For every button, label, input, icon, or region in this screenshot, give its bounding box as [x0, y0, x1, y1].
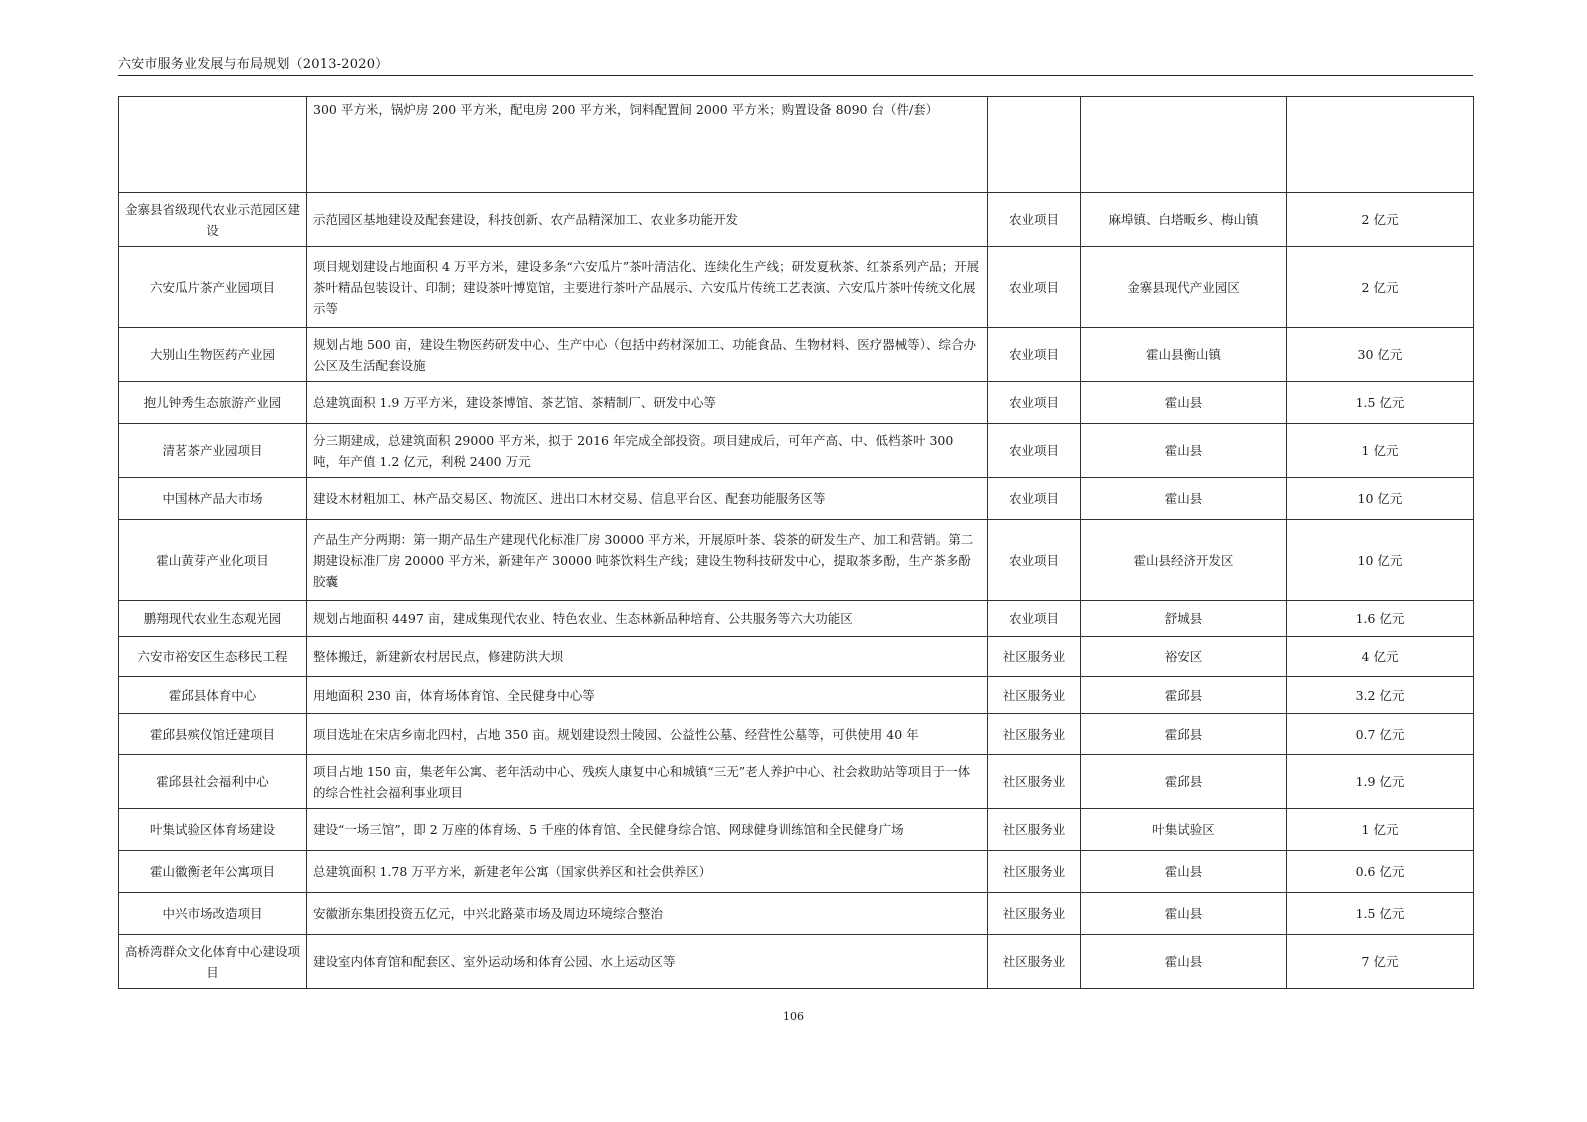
project-location-cell: 霍邱县: [1081, 677, 1287, 714]
project-description-cell: 产品生产分两期：第一期产品生产建现代化标准厂房 30000 平方米，开展原叶茶、袋茶的研发生产、加工和营销。第二期建设标准厂房 20000 平方米，新建年产 30000 吨茶饮料生产线；建设生物科技研发中心，提取茶多酚，生产茶多酚胶囊: [307, 520, 988, 601]
project-name-cell: 六安市裕安区生态移民工程: [119, 637, 307, 677]
project-location-cell: 霍山县经济开发区: [1081, 520, 1287, 601]
project-description-cell: 项目占地 150 亩，集老年公寓、老年活动中心、残疾人康复中心和城镇“三无”老人养护中心、社会救助站等项目于一体的综合性社会福利事业项目: [307, 755, 988, 809]
project-description-cell: 建设木材粗加工、林产品交易区、物流区、进出口木材交易、信息平台区、配套功能服务区等: [307, 478, 988, 520]
project-name-cell: 霍山徽衡老年公寓项目: [119, 851, 307, 893]
table-row: [119, 382, 1474, 424]
project-description-cell: 用地面积 230 亩，体育场体育馆、全民健身中心等: [307, 677, 988, 714]
project-type-cell: 社区服务业: [988, 809, 1081, 851]
project-investment-cell: 0.6 亿元: [1287, 851, 1474, 893]
table-row: [119, 851, 1474, 893]
table-row: [119, 478, 1474, 520]
project-description-cell: 项目规划建设占地面积 4 万平方米，建设多条“六安瓜片”茶叶清洁化、连续化生产线；研发夏秋茶、红茶系列产品；开展茶叶精品包装设计、印制；建设茶叶博览馆，主要进行茶叶产品展示、六安瓜片传统工艺表演、六安瓜片茶叶传统文化展示等: [307, 247, 988, 328]
project-investment-cell: 7 亿元: [1287, 935, 1474, 989]
table-row: [119, 893, 1474, 935]
project-description-cell: 项目选址在宋店乡南北四村，占地 350 亩。规划建设烈士陵园、公益性公墓、经营性公墓等，可供使用 40 年: [307, 714, 988, 755]
table-row: [119, 520, 1474, 601]
project-name-cell: 叶集试验区体育场建设: [119, 809, 307, 851]
project-location-cell: 霍山县: [1081, 893, 1287, 935]
project-investment-cell: 3.2 亿元: [1287, 677, 1474, 714]
table-row: [119, 714, 1474, 755]
project-name-cell: 大别山生物医药产业园: [119, 328, 307, 382]
project-investment-cell: 1.5 亿元: [1287, 893, 1474, 935]
project-name-cell: 高桥湾群众文化体育中心建设项目: [119, 935, 307, 989]
table-row: [119, 601, 1474, 637]
table-row: [119, 677, 1474, 714]
project-location-cell: 霍邱县: [1081, 714, 1287, 755]
project-type-cell: 社区服务业: [988, 893, 1081, 935]
project-location-cell: 霍山县: [1081, 478, 1287, 520]
table-row: [119, 97, 1474, 193]
project-investment-cell: 1 亿元: [1287, 809, 1474, 851]
table-row: [119, 424, 1474, 478]
project-investment-cell: 2 亿元: [1287, 193, 1474, 247]
project-location-cell: 霍山县: [1081, 935, 1287, 989]
project-description-cell: 安徽浙东集团投资五亿元，中兴北路菜市场及周边环境综合整治: [307, 893, 988, 935]
project-description-cell: 整体搬迁，新建新农村居民点，修建防洪大坝: [307, 637, 988, 677]
project-type-cell: [988, 97, 1081, 193]
project-investment-cell: 1.5 亿元: [1287, 382, 1474, 424]
project-name-cell: 霍邱县体育中心: [119, 677, 307, 714]
project-type-cell: 社区服务业: [988, 677, 1081, 714]
project-location-cell: 舒城县: [1081, 601, 1287, 637]
document-header-title: 六安市服务业发展与布局规划（2013-2020）: [118, 57, 389, 72]
project-table: [118, 96, 1474, 989]
table-row: [119, 755, 1474, 809]
project-type-cell: 农业项目: [988, 520, 1081, 601]
project-type-cell: 社区服务业: [988, 935, 1081, 989]
project-name-cell: 清茗茶产业园项目: [119, 424, 307, 478]
project-type-cell: 农业项目: [988, 328, 1081, 382]
table-row: [119, 328, 1474, 382]
project-name-cell: 六安瓜片茶产业园项目: [119, 247, 307, 328]
project-description-cell: 示范园区基地建设及配套建设，科技创新、农产品精深加工、农业多功能开发: [307, 193, 988, 247]
project-investment-cell: 2 亿元: [1287, 247, 1474, 328]
project-name-cell: 霍邱县社会福利中心: [119, 755, 307, 809]
project-investment-cell: 30 亿元: [1287, 328, 1474, 382]
project-description-cell: 规划占地面积 4497 亩，建成集现代农业、特色农业、生态林新品种培育、公共服务等六大功能区: [307, 601, 988, 637]
project-type-cell: 社区服务业: [988, 755, 1081, 809]
project-name-cell: 抱儿钟秀生态旅游产业园: [119, 382, 307, 424]
project-description-cell: 建设“一场三馆”，即 2 万座的体育场、5 千座的体育馆、全民健身综合馆、网球健身训练馆和全民健身广场: [307, 809, 988, 851]
project-type-cell: 社区服务业: [988, 637, 1081, 677]
project-investment-cell: 1 亿元: [1287, 424, 1474, 478]
table-row: [119, 809, 1474, 851]
project-name-cell: [119, 97, 307, 193]
project-investment-cell: 1.6 亿元: [1287, 601, 1474, 637]
project-location-cell: 叶集试验区: [1081, 809, 1287, 851]
table-row: [119, 935, 1474, 989]
project-location-cell: 霍山县: [1081, 424, 1287, 478]
page-number: 106: [783, 1010, 804, 1023]
table-row: [119, 247, 1474, 328]
project-investment-cell: 10 亿元: [1287, 478, 1474, 520]
project-type-cell: 社区服务业: [988, 851, 1081, 893]
project-name-cell: 霍邱县殡仪馆迁建项目: [119, 714, 307, 755]
project-type-cell: 农业项目: [988, 601, 1081, 637]
table-row: [119, 637, 1474, 677]
project-location-cell: 裕安区: [1081, 637, 1287, 677]
project-location-cell: [1081, 97, 1287, 193]
project-location-cell: 霍山县: [1081, 382, 1287, 424]
header-rule: [118, 75, 1473, 76]
project-investment-cell: 4 亿元: [1287, 637, 1474, 677]
project-type-cell: 农业项目: [988, 247, 1081, 328]
project-type-cell: 农业项目: [988, 382, 1081, 424]
project-description-cell: 300 平方米，锅炉房 200 平方米，配电房 200 平方米，饲料配置间 2000 平方米；购置设备 8090 台（件/套）: [307, 97, 988, 193]
project-location-cell: 霍邱县: [1081, 755, 1287, 809]
project-description-cell: 规划占地 500 亩，建设生物医药研发中心、生产中心（包括中药材深加工、功能食品、生物材料、医疗器械等）、综合办公区及生活配套设施: [307, 328, 988, 382]
project-name-cell: 金寨县省级现代农业示范园区建设: [119, 193, 307, 247]
project-investment-cell: 10 亿元: [1287, 520, 1474, 601]
project-investment-cell: [1287, 97, 1474, 193]
project-location-cell: 金寨县现代产业园区: [1081, 247, 1287, 328]
project-table-body: [119, 97, 1474, 989]
project-location-cell: 麻埠镇、白塔畈乡、梅山镇: [1081, 193, 1287, 247]
project-type-cell: 社区服务业: [988, 714, 1081, 755]
project-location-cell: 霍山县: [1081, 851, 1287, 893]
project-investment-cell: 0.7 亿元: [1287, 714, 1474, 755]
project-location-cell: 霍山县衡山镇: [1081, 328, 1287, 382]
project-name-cell: 鹏翔现代农业生态观光园: [119, 601, 307, 637]
project-description-cell: 建设室内体育馆和配套区、室外运动场和体育公园、水上运动区等: [307, 935, 988, 989]
project-name-cell: 中国林产品大市场: [119, 478, 307, 520]
project-description-cell: 分三期建成，总建筑面积 29000 平方米，拟于 2016 年完成全部投资。项目建成后，可年产高、中、低档茶叶 300 吨，年产值 1.2 亿元，利税 2400 万元: [307, 424, 988, 478]
project-investment-cell: 1.9 亿元: [1287, 755, 1474, 809]
project-type-cell: 农业项目: [988, 424, 1081, 478]
table-row: [119, 193, 1474, 247]
project-description-cell: 总建筑面积 1.9 万平方米，建设茶博馆、茶艺馆、茶精制厂、研发中心等: [307, 382, 988, 424]
project-type-cell: 农业项目: [988, 478, 1081, 520]
project-name-cell: 中兴市场改造项目: [119, 893, 307, 935]
project-type-cell: 农业项目: [988, 193, 1081, 247]
project-description-cell: 总建筑面积 1.78 万平方米，新建老年公寓（国家供养区和社会供养区）: [307, 851, 988, 893]
project-name-cell: 霍山黄芽产业化项目: [119, 520, 307, 601]
